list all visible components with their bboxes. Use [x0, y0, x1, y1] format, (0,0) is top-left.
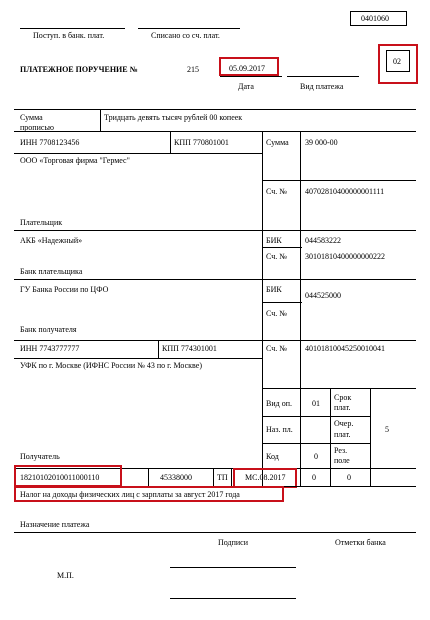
- period-highlight: [233, 468, 297, 488]
- payee-inn: ИНН 7743777777: [20, 344, 80, 353]
- doc-date-value: 0: [347, 473, 351, 482]
- amount-words-label-1: Сумма: [20, 113, 43, 122]
- payer-sum-label: Сумма: [266, 138, 289, 147]
- document-number: 215: [187, 65, 199, 74]
- payer-inn: ИНН 7708123456: [20, 138, 80, 147]
- kod-value: 0: [314, 452, 318, 461]
- rule: [14, 131, 416, 132]
- form-code: 0401060: [361, 14, 389, 23]
- payment-type-label: Вид платежа: [300, 82, 344, 91]
- signatures-label: Подписи: [218, 538, 249, 547]
- payee-name: УФК по г. Москве (ИФНС России № 43 по г. Москве): [20, 361, 202, 370]
- payer-sum-value: 39 000-00: [305, 138, 338, 147]
- payee-bank-name: ГУ Банка России по ЦФО: [20, 285, 109, 294]
- payee-role-label: Получатель: [20, 452, 60, 461]
- vid-op-label: Вид оп.: [266, 399, 292, 408]
- payer-account-value: 40702810400000001111: [305, 187, 385, 196]
- naz-pl-label: Наз. пл.: [266, 425, 293, 434]
- rule: [231, 468, 232, 486]
- payer-name: ООО «Торговая фирма "Гермес": [20, 156, 130, 165]
- rule: [262, 131, 263, 486]
- rule: [148, 468, 149, 486]
- payer-bank-account-label: Сч. №: [266, 252, 287, 261]
- rule: [330, 468, 331, 486]
- doc-number-value: 0: [312, 473, 316, 482]
- payee-bank-role-label: Банк получателя: [20, 325, 77, 334]
- rule: [262, 416, 370, 417]
- rule: [370, 468, 371, 486]
- oktmo-value: 45338000: [160, 473, 192, 482]
- rule: [14, 109, 416, 110]
- payee-bank-bik-label: БИК: [266, 285, 282, 294]
- payer-bank-name: АКБ «Надежный»: [20, 236, 83, 245]
- kod-label: Код: [266, 452, 279, 461]
- date-label: Дата: [238, 82, 254, 91]
- amount-words-label-2: прописью: [20, 123, 55, 132]
- rez-label-1: Рез.: [334, 446, 348, 455]
- rule: [370, 388, 371, 468]
- ocher-label-1: Очер.: [334, 419, 354, 428]
- date-line: [220, 76, 282, 77]
- rez-label-2: поле: [334, 456, 350, 465]
- payee-account-value: 40101810045250010041: [305, 344, 385, 353]
- rule: [100, 109, 101, 131]
- payer-kpp: КПП 770801001: [174, 138, 229, 147]
- payment-type-line: [287, 76, 359, 77]
- payer-bank-account-value: 30101810400000000222: [305, 252, 385, 261]
- purpose-highlight: [14, 486, 284, 502]
- purpose-text: Налог на доходы физических лиц с зарплаты за август 2017 года: [20, 490, 240, 499]
- signature-line-1: [170, 567, 296, 568]
- rule: [14, 279, 416, 280]
- payee-kpp: КПП 774301001: [162, 344, 217, 353]
- rule: [14, 532, 416, 533]
- kbk-highlight: [14, 465, 122, 487]
- rule: [158, 340, 159, 358]
- period-value: МС.08.2017: [245, 473, 286, 482]
- kbk-value: 18210102010011000110: [20, 473, 100, 482]
- received-line: [20, 28, 125, 29]
- payer-bank-bik-value: 044583222: [305, 236, 341, 245]
- rule: [14, 340, 416, 341]
- basis-value: ТП: [217, 473, 228, 482]
- srok-label-2: плат.: [334, 403, 351, 412]
- rule: [14, 230, 416, 231]
- vid-op-value: 01: [312, 399, 320, 408]
- ocher-label-2: плат.: [334, 430, 351, 439]
- rule: [170, 131, 171, 153]
- debited-line: [138, 28, 240, 29]
- payee-bank-account-label: Сч. №: [266, 309, 287, 318]
- rule: [262, 180, 416, 181]
- document-date: 05.09.2017: [229, 64, 265, 73]
- amount-words-value: Тридцать девять тысяч рублей 00 копеек: [104, 113, 243, 122]
- payer-bank-bik-label: БИК: [266, 236, 282, 245]
- payer-role-label: Плательщик: [20, 218, 63, 227]
- rule: [330, 388, 331, 468]
- ocher-value: 5: [385, 425, 389, 434]
- rule: [262, 302, 302, 303]
- bank-marks-label: Отметки банка: [335, 538, 386, 547]
- payee-bank-bik-value: 044525000: [305, 291, 341, 300]
- date-highlight: [219, 57, 279, 76]
- rule: [262, 247, 302, 248]
- rule: [300, 131, 301, 486]
- debited-label: Списано со сч. плат.: [151, 31, 220, 40]
- rule: [213, 468, 214, 486]
- purpose-label: Назначение платежа: [20, 520, 90, 529]
- document-title: ПЛАТЕЖНОЕ ПОРУЧЕНИЕ №: [20, 65, 138, 74]
- rule: [262, 388, 416, 389]
- rule: [262, 443, 370, 444]
- stamp-label: М.П.: [57, 571, 74, 580]
- payer-account-label: Сч. №: [266, 187, 287, 196]
- payer-bank-role-label: Банк плательщика: [20, 267, 83, 276]
- status-highlight: [378, 44, 418, 84]
- rule: [14, 358, 262, 359]
- status-code: 02: [393, 57, 401, 66]
- payee-account-label: Сч. №: [266, 344, 287, 353]
- signature-line-2: [170, 598, 296, 599]
- received-label: Поступ. в банк. плат.: [33, 31, 105, 40]
- srok-label-1: Срок: [334, 393, 352, 402]
- rule: [14, 153, 262, 154]
